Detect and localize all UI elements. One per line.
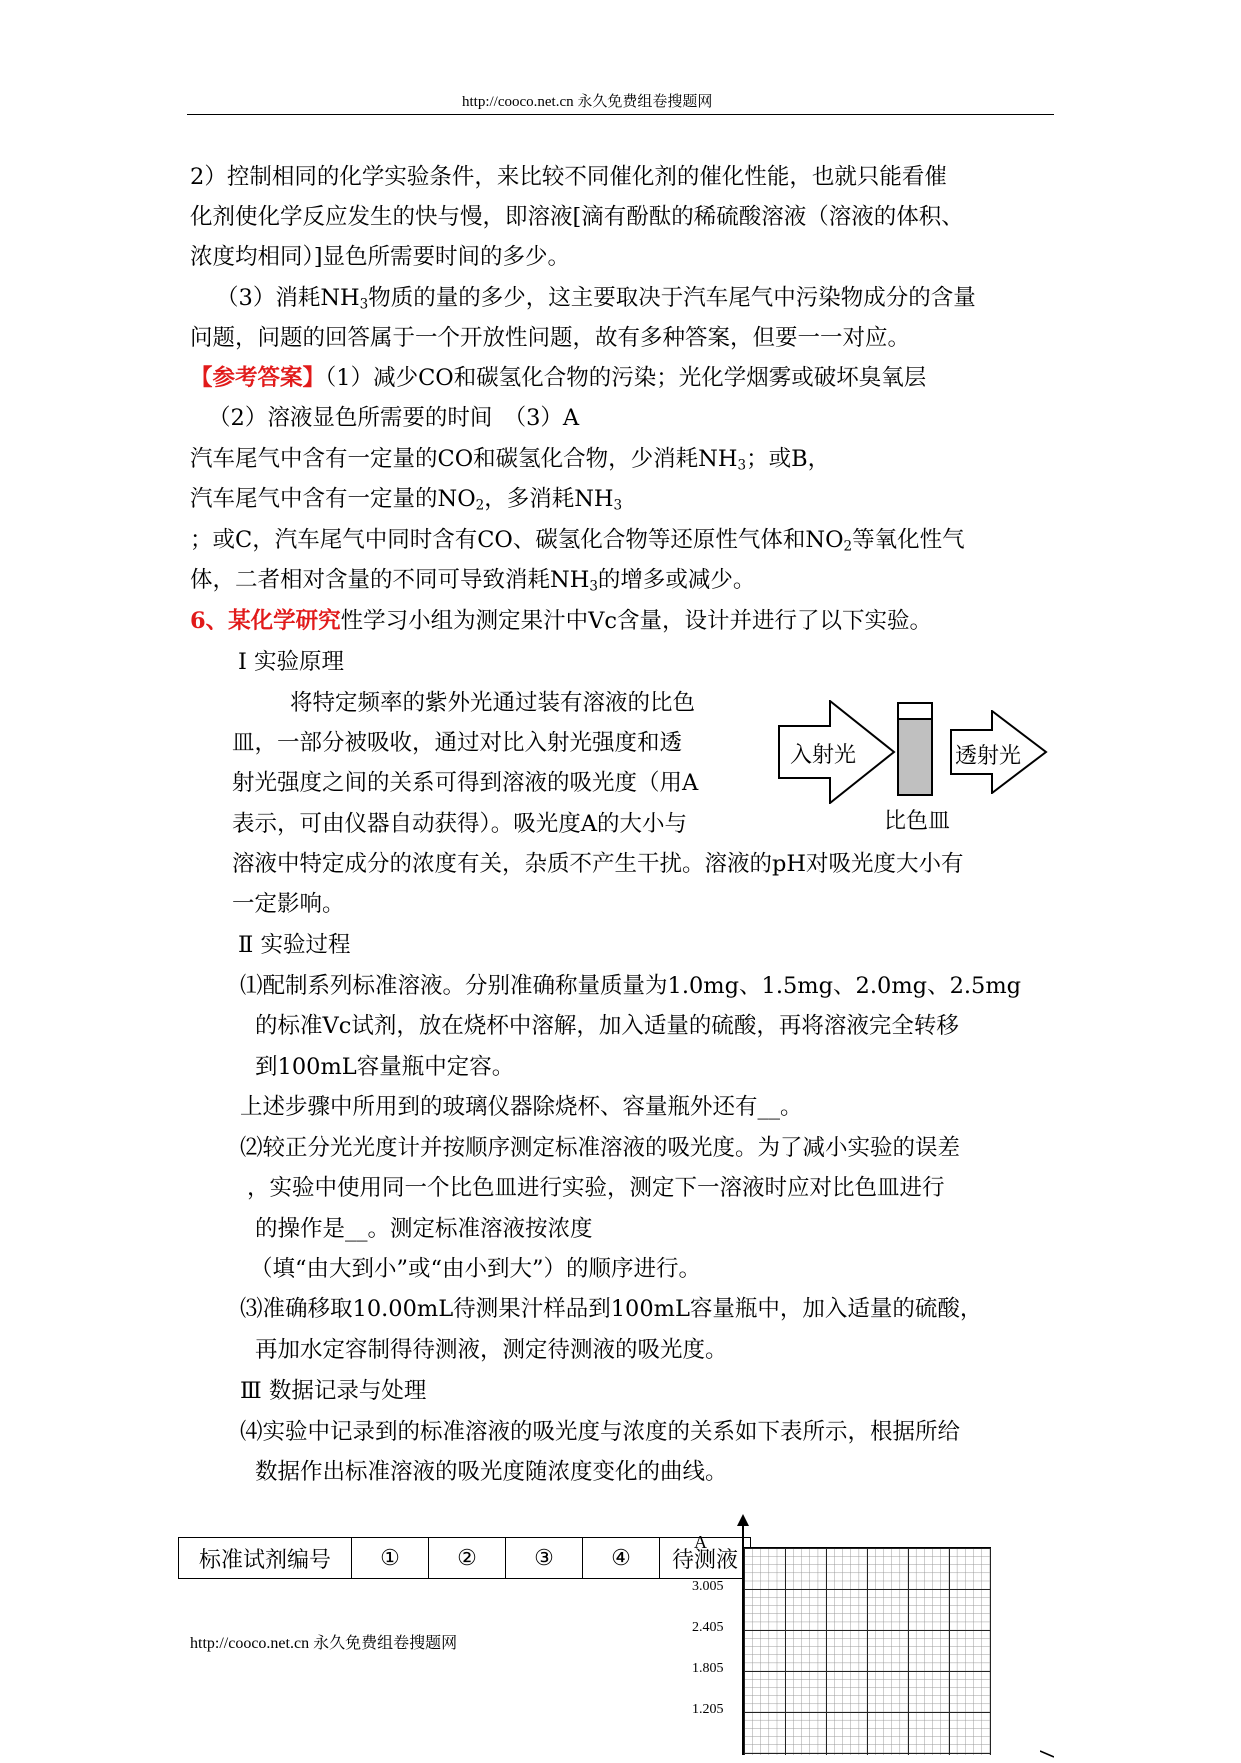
text-line: 一定影响。 xyxy=(232,891,345,917)
y-axis-arrow xyxy=(733,1514,753,1554)
cuvette-cap xyxy=(899,704,931,720)
section-heading: Ⅰ 实验原理 xyxy=(238,649,345,675)
data-table xyxy=(178,1537,751,1579)
section-heading: Ⅱ 实验过程 xyxy=(238,932,351,958)
table-header-cell: 标准试剂编号 xyxy=(179,1538,352,1579)
page-header: http://cooco.net.cn 永久免费组卷搜题网 xyxy=(462,94,713,110)
text-line: ，实验中使用同一个比色皿进行实验，测定下一溶液时应对比色皿进行 xyxy=(247,1175,945,1201)
table-header-cell: ① xyxy=(352,1538,429,1579)
text-line: 再加水定容制得待测液，测定待测液的吸光度。 xyxy=(255,1337,728,1363)
text-line: 浓度均相同）]显色所需要时间的多少。 xyxy=(190,244,571,270)
text-segment: 体，二者相对含量的不同可导致消耗NH xyxy=(190,567,590,593)
text-line xyxy=(190,527,965,555)
text-line: ⑶准确移取10.00mL待测果汁样品到100mL容量瓶中，加入适量的硫酸， xyxy=(240,1296,983,1322)
incident-light-label: 入射光 xyxy=(790,743,857,768)
table-header-cell: ③ xyxy=(506,1538,583,1579)
text-line xyxy=(190,486,623,514)
text-segment: 汽车尾气中含有一定量的NO xyxy=(190,486,476,512)
section-heading: Ⅲ 数据记录与处理 xyxy=(240,1378,427,1404)
text-line: （填“由大到小”或“由小到大”）的顺序进行。 xyxy=(250,1256,702,1282)
transmitted-light-label: 透射光 xyxy=(955,744,1022,769)
text-line: 表示，可由仪器自动获得）。吸光度A的大小与 xyxy=(232,811,687,837)
question-label: 6、某化学研究 xyxy=(190,608,341,634)
text-segment: 物质的量的多少，这主要取决于汽车尾气中污染物成分的含量 xyxy=(368,285,976,311)
text-line: 的标准Vc试剂，放在烧杯中溶解，加入适量的硫酸，再将溶液完全转移 xyxy=(255,1013,959,1039)
answer-text: （1）减少CO和碳氢化合物的污染；光化学烟雾或破坏臭氧层 xyxy=(325,365,927,391)
text-line: 到100mL容量瓶中定容。 xyxy=(255,1054,515,1080)
subscript: 3 xyxy=(359,296,369,313)
text-line: ⑵较正分光光度计并按顺序测定标准溶液的吸光度。为了减小实验的误差 xyxy=(240,1135,961,1161)
table-header-cell: 待测液 xyxy=(660,1538,751,1579)
text-line: 将特定频率的紫外光通过装有溶液的比色 xyxy=(290,690,696,716)
question-line xyxy=(190,610,932,633)
y-axis-label: A xyxy=(694,1532,707,1552)
header-rule xyxy=(187,114,1054,115)
text-segment: 汽车尾气中含有一定量的CO和碳氢化合物，少消耗NH xyxy=(190,446,738,472)
text-segment: ；或C，汽车尾气中同时含有CO、碳氢化合物等还原性气体和NO xyxy=(190,527,844,553)
subscript: 3 xyxy=(737,457,747,474)
text-segment: ，多消耗NH xyxy=(484,486,614,512)
graph-grid xyxy=(742,1547,991,1755)
table-header-cell: ② xyxy=(429,1538,506,1579)
subscript: 3 xyxy=(589,578,598,595)
text-segment: 的增多或减少。 xyxy=(597,567,756,593)
text-line: （2）溶液显色所需要的时间 （3）A xyxy=(208,405,580,431)
answer-line xyxy=(190,367,926,390)
text-line: 上述步骤中所用到的玻璃仪器除烧杯、容量瓶外还有__。 xyxy=(240,1094,803,1120)
y-tick-label: 2.405 xyxy=(692,1620,724,1635)
text-line: ⑴配制系列标准溶液。分别准确称量质量为1.0mg、1.5mg、2.0mg、2.5mg xyxy=(240,973,1022,999)
text-line xyxy=(190,567,756,595)
text-line xyxy=(216,285,976,313)
cuvette-label: 比色皿 xyxy=(884,809,951,834)
subscript: 2 xyxy=(475,497,485,514)
y-tick-label: 3.005 xyxy=(692,1579,724,1594)
text-line: 数据作出标准溶液的吸光度随浓度变化的曲线。 xyxy=(255,1459,728,1485)
text-line: ⑷实验中记录到的标准溶液的吸光度与浓度的关系如下表所示，根据所给 xyxy=(240,1419,961,1445)
text-line: 的操作是__。测定标准溶液按浓度 xyxy=(255,1216,593,1242)
y-tick-label: 1.205 xyxy=(692,1702,724,1717)
text-segment: 等氧化性气 xyxy=(852,527,965,553)
answer-label: 【参考答案】 xyxy=(190,365,326,391)
subscript: 2 xyxy=(843,538,853,555)
y-tick-label: 1.805 xyxy=(692,1661,724,1676)
text-line: 2）控制相同的化学实验条件，来比较不同催化剂的催化性能，也就只能看催 xyxy=(190,164,947,190)
text-line: 问题，问题的回答属于一个开放性问题，故有多种答案，但要一一对应。 xyxy=(190,325,911,351)
text-line xyxy=(190,446,831,474)
text-line: 溶液中特定成分的浓度有关，杂质不产生干扰。溶液的pH对吸光度大小有 xyxy=(232,851,964,877)
text-line: 皿，一部分被吸收，通过对比入射光强度和透 xyxy=(232,730,683,756)
page-footer: http://cooco.net.cn 永久免费组卷搜题网 xyxy=(190,1635,458,1652)
table-row xyxy=(179,1538,751,1579)
cuvette xyxy=(897,702,933,796)
text-segment: （3）消耗NH xyxy=(216,285,360,311)
text-line: 化剂使化学反应发生的快与慢，即溶液[滴有酚酞的稀硫酸溶液（溶液的体积、 xyxy=(190,204,964,230)
subscript: 3 xyxy=(613,497,623,514)
text-line: 射光强度之间的关系可得到溶液的吸光度（用A xyxy=(232,770,699,796)
table-header-cell: ④ xyxy=(583,1538,660,1579)
question-text: 性学习小组为测定果汁中Vc含量，设计并进行了以下实验。 xyxy=(340,608,933,634)
text-segment: ；或B， xyxy=(746,446,831,472)
